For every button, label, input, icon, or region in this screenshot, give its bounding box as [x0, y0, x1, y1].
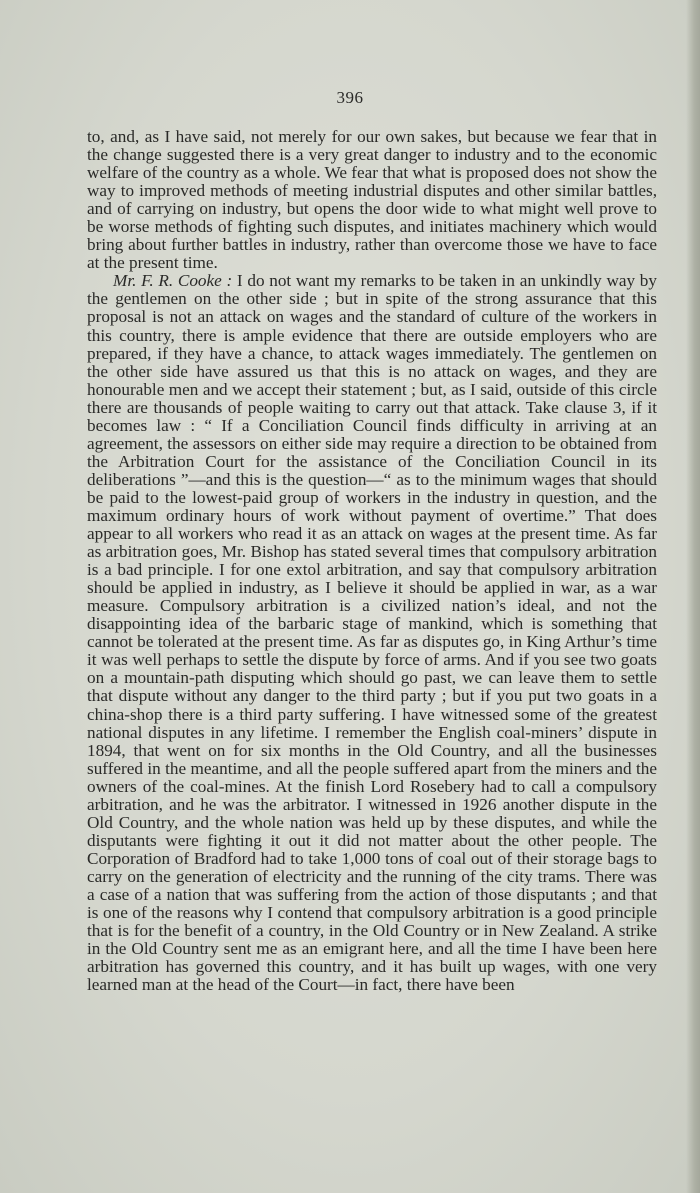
- page-number: 396: [336, 88, 364, 107]
- paragraph-cooke: [87, 272, 657, 994]
- body-text: [87, 128, 657, 994]
- page-edge-shadow: [686, 0, 700, 1193]
- paragraph-cooke-text: I do not want my remarks to be taken in an unkindly way by the gentlemen on the other side ; but in spite of the strong assurance that this proposal is not an attack on wages and the standard of culture of the workers in this country, there is ample evidence that there are outside employers who are prepared, if they have a chance, to attack wages immediately. The gentlemen on the other side have assured us that this is no attack on wages, and they are honourable men and we accept their statement ; but, as I said, outside of this circle there are thousands of people waiting to carry out that attack. Take clause 3, if it becomes law : “ If a Conciliation Council finds difficulty in arriving at an agreement, the assessors on either side may require a direction to be obtained from the Arbitration Court for the assistance of the Conciliation Council in its deliberations ”—and this is the question—“ as to the minimum wages that should be paid to the lowest-paid group of workers in the industry in question, and the maximum ordinary hours of work without payment of overtime.” That does appear to all workers who read it as an attack on wages at the present time. As far as arbitration goes, Mr. Bishop has stated several times that compulsory arbitration is a bad principle. I for one extol arbitration, and say that compulsory arbitration should be applied in industry, as I believe it should be applied in war, as a war measure. Compulsory arbitration is a civilized nation’s ideal, and not the disappointing idea of the barbaric stage of mankind, which is something that cannot be tolerated at the present time. As far as disputes go, in King Arthur’s time it was well perhaps to settle the dispute by force of arms. And if you see two goats on a mountain-path disputing which should go past, we can leave them to settle that dispute without any danger to the third party ; but if you put two goats in a china-shop there is a third party suffering. I have witnessed some of the greatest national disputes in any lifetime. I remember the English coal-miners’ dispute in 1894, that went on for six months in the Old Country, and all the businesses suffered in the meantime, and all the people suffered apart from the miners and the owners of the coal-mines. At the finish Lord Rosebery had to call a compulsory arbitration, and he was the arbitrator. I witnessed in 1926 another dispute in the Old Country, and the whole nation was held up by these disputes, and while the disputants were fighting it out it did not matter about the other people. The Corporation of Bradford had to take 1,000 tons of coal out of their storage bags to carry on the generation of electricity and the running of the city trams. There was a case of a nation that was suffering from the action of those disputants ; and that is one of the reasons why I contend that compulsory arbitration is a good principle that is for the benefit of a country, in the Old Country or in New Zealand. A strike in the Old Country sent me as an emigrant here, and all the time I have been here arbitration has governed this country, and it has built up wages, with one very learned man at the head of the Court—in fact, there have been: [87, 271, 657, 995]
- speaker-name: Mr. F. R. Cooke :: [113, 271, 233, 291]
- paragraph-continuation-text: to, and, as I have said, not merely for our own sakes, but because we fear that in the change suggested there is a very great danger to industry and to the economic welfare of the country as a whole. We fear that what is proposed does not show the way to improved methods of meeting industrial disputes and other similar battles, and of carrying on industry, but opens the door wide to what might well prove to be worse methods of fighting such disputes, and initiates machinery which would bring about further battles in industry, rather than overcome those we have to face at the present time.: [87, 127, 657, 273]
- paragraph-continuation: [87, 128, 657, 272]
